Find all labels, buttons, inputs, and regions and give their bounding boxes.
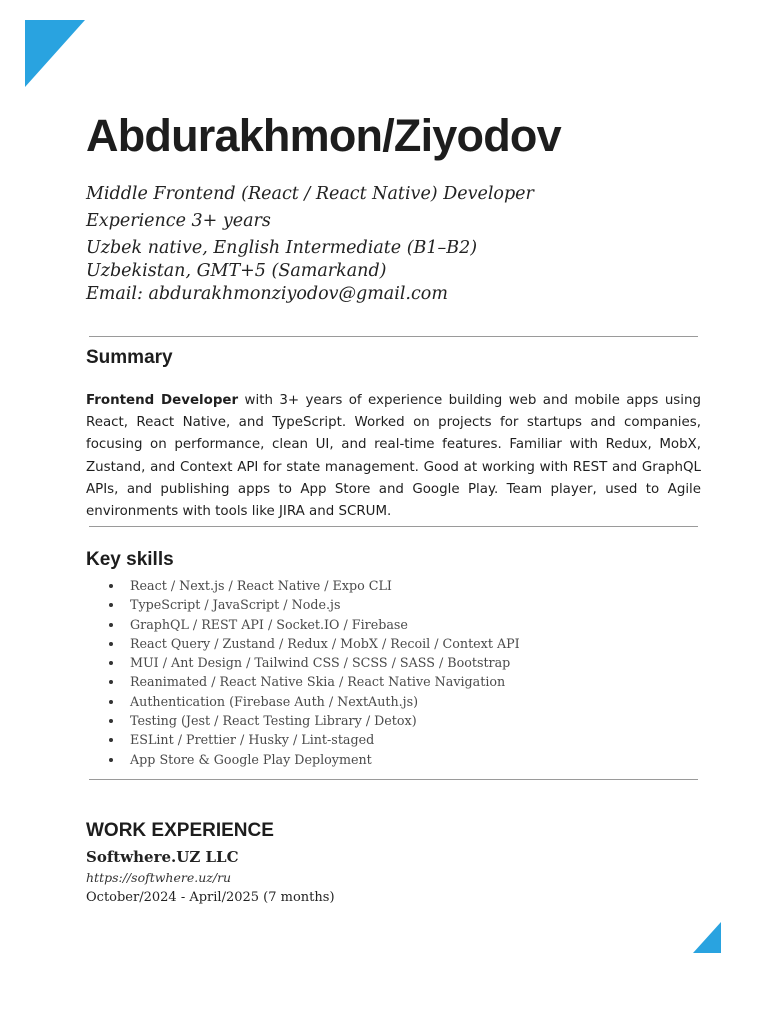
list-item: ESLint / Prettier / Husky / Lint-staged: [108, 730, 520, 749]
divider: [89, 336, 698, 337]
divider: [89, 526, 698, 527]
location: Uzbekistan, GMT+5 (Samarkand): [86, 261, 387, 281]
list-item: MUI / Ant Design / Tailwind CSS / SCSS / SASS / Bootstrap: [108, 653, 520, 672]
list-item: App Store & Google Play Deployment: [108, 750, 520, 769]
company-url[interactable]: https://softwhere.uz/ru: [86, 870, 232, 885]
list-item: TypeScript / JavaScript / Node.js: [108, 595, 520, 614]
company-name: Softwhere.UZ LLC: [86, 848, 239, 866]
list-item: Reanimated / React Native Skia / React Native Navigation: [108, 672, 520, 691]
summary-lead: Frontend Developer: [86, 393, 239, 408]
corner-triangle-bottom: [693, 922, 721, 953]
languages: Uzbek native, English Intermediate (B1–B2): [86, 238, 478, 258]
employment-dates: October/2024 - April/2025 (7 months): [86, 890, 335, 905]
email[interactable]: Email: abdurakhmonziyodov@gmail.com: [86, 284, 448, 304]
experience-years: Experience 3+ years: [86, 211, 271, 231]
corner-triangle-top: [25, 20, 85, 87]
candidate-name: Abdurakhmon/Ziyodov: [86, 110, 561, 161]
summary-heading: Summary: [86, 347, 173, 368]
list-item: GraphQL / REST API / Socket.IO / Firebase: [108, 615, 520, 634]
summary-text: [86, 390, 701, 523]
job-title: Middle Frontend (React / React Native) Developer: [86, 184, 534, 204]
divider: [89, 779, 698, 780]
list-item: Authentication (Firebase Auth / NextAuth.js): [108, 692, 520, 711]
skills-list: [108, 576, 520, 769]
list-item: Testing (Jest / React Testing Library / Detox): [108, 711, 520, 730]
list-item: React Query / Zustand / Redux / MobX / Recoil / Context API: [108, 634, 520, 653]
key-skills-heading: Key skills: [86, 549, 174, 570]
work-experience-heading: WORK EXPERIENCE: [86, 820, 274, 841]
list-item: React / Next.js / React Native / Expo CLI: [108, 576, 520, 595]
summary-body: with 3+ years of experience building web and mobile apps using React, React Native, and TypeScript. Worked on projects for startups and companies, focusing on performance, clean UI, and real-time features. Familiar with Redux, MobX, Zustand, and Context API for state management. Good at working with REST and GraphQL APIs, and publishing apps to App Store and Google Play. Team player, used to Agile environments with tools like JIRA and SCRUM.: [86, 393, 701, 520]
